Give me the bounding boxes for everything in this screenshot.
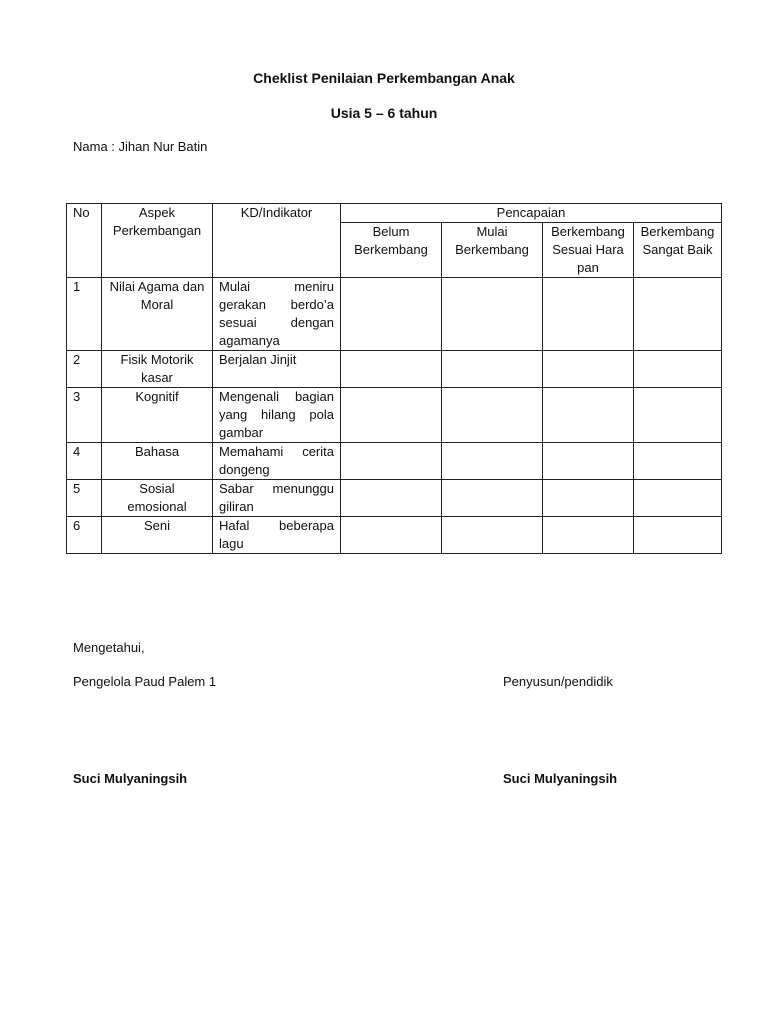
row-no: 4 [67, 443, 102, 480]
mengetahui-label: Mengetahui, [73, 640, 145, 655]
cell-belum[interactable] [341, 517, 442, 554]
cell-belum[interactable] [341, 388, 442, 443]
table-header-row [67, 204, 722, 223]
cell-bsb[interactable] [634, 517, 722, 554]
row-aspek: Kognitif [102, 388, 213, 443]
cell-bsb[interactable] [634, 351, 722, 388]
cell-bsb[interactable] [634, 480, 722, 517]
student-name: Nama : Jihan Nur Batin [73, 139, 208, 154]
header-mulai: Mulai Berkembang [442, 223, 543, 278]
row-aspek: Bahasa [102, 443, 213, 480]
right-role: Penyusun/pendidik [503, 674, 613, 689]
table-row [67, 443, 722, 480]
table-row [67, 517, 722, 554]
cell-belum[interactable] [341, 351, 442, 388]
row-no: 6 [67, 517, 102, 554]
document-subtitle: Usia 5 – 6 tahun [330, 105, 438, 121]
cell-bsb[interactable] [634, 278, 722, 351]
cell-bsb[interactable] [634, 388, 722, 443]
cell-bsh[interactable] [543, 278, 634, 351]
row-no: 5 [67, 480, 102, 517]
table-row [67, 351, 722, 388]
document-title: Cheklist Penilaian Perkembangan Anak [253, 70, 515, 86]
left-signer: Suci Mulyaningsih [73, 771, 188, 786]
row-no: 1 [67, 278, 102, 351]
cell-mulai[interactable] [442, 388, 543, 443]
table-row [67, 480, 722, 517]
header-bsh: Berkembang Sesuai Harapan [543, 223, 634, 278]
row-kd: Memahami cerita dongeng [213, 443, 341, 480]
cell-bsh[interactable] [543, 443, 634, 480]
row-aspek: Nilai Agama dan Moral [102, 278, 213, 351]
cell-mulai[interactable] [442, 278, 543, 351]
cell-belum[interactable] [341, 278, 442, 351]
table-row [67, 278, 722, 351]
header-belum: Belum Berkembang [341, 223, 442, 278]
row-kd: Berjalan Jinjit [213, 351, 341, 388]
cell-bsh[interactable] [543, 480, 634, 517]
cell-belum[interactable] [341, 443, 442, 480]
row-aspek: Fisik Motorik kasar [102, 351, 213, 388]
header-bsb: Berkembang Sangat Baik [634, 223, 722, 278]
row-kd: Mulai meniru gerakan berdo’a sesuai dengan agamanya [213, 278, 341, 351]
row-kd: Mengenali bagian yang hilang pola gambar [213, 388, 341, 443]
header-aspek: Aspek Perkembangan [102, 204, 213, 278]
cell-mulai[interactable] [442, 443, 543, 480]
cell-bsh[interactable] [543, 351, 634, 388]
right-signer: Suci Mulyaningsih [503, 771, 618, 786]
cell-bsb[interactable] [634, 443, 722, 480]
cell-mulai[interactable] [442, 351, 543, 388]
checklist-table [66, 203, 722, 554]
left-role: Pengelola Paud Palem 1 [73, 674, 217, 689]
row-kd: Sabar menunggu giliran [213, 480, 341, 517]
cell-belum[interactable] [341, 480, 442, 517]
header-no: No [67, 204, 102, 278]
row-no: 2 [67, 351, 102, 388]
row-no: 3 [67, 388, 102, 443]
row-aspek: Seni [102, 517, 213, 554]
header-kd: KD/Indikator [213, 204, 341, 278]
header-pencapaian: Pencapaian [341, 204, 722, 223]
row-kd: Hafal beberapa lagu [213, 517, 341, 554]
cell-mulai[interactable] [442, 480, 543, 517]
cell-bsh[interactable] [543, 388, 634, 443]
cell-bsh[interactable] [543, 517, 634, 554]
row-aspek: Sosial emosional [102, 480, 213, 517]
cell-mulai[interactable] [442, 517, 543, 554]
table-row [67, 388, 722, 443]
